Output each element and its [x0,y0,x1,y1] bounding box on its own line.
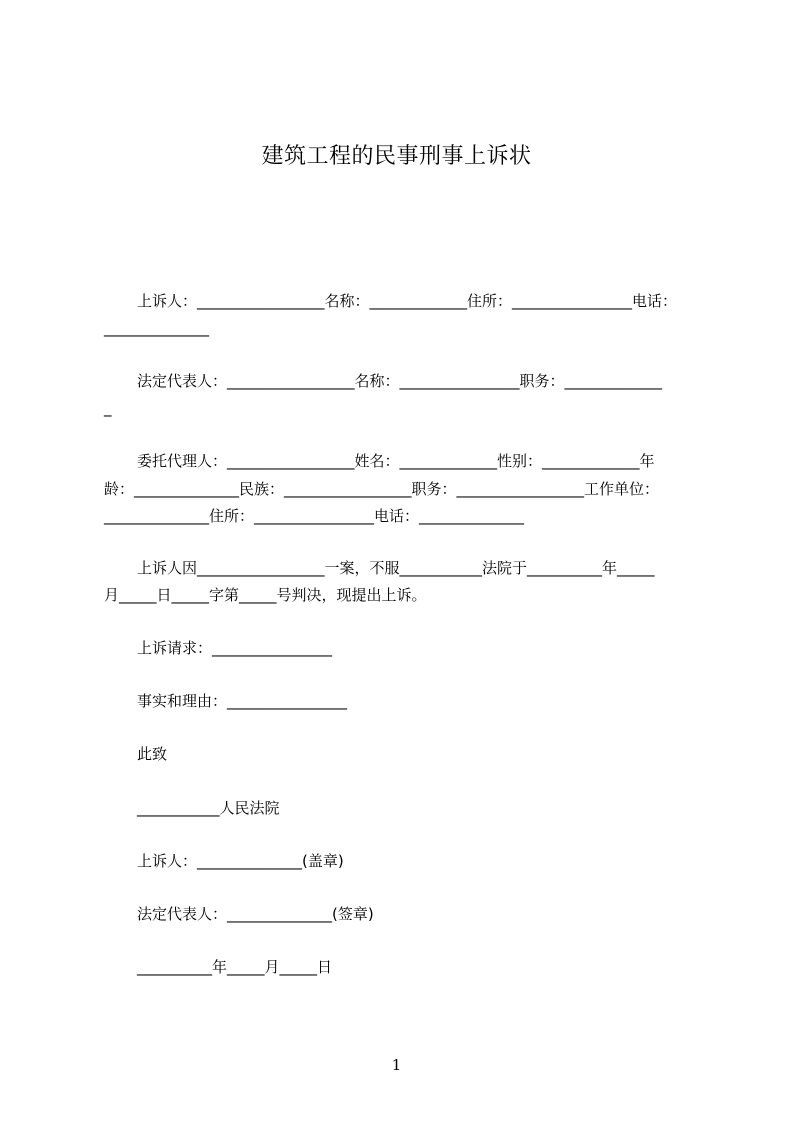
judgment-reference-line: 月_____日_____字第_____号判决，现提出上诉。 [104,586,427,604]
facts-reasons-line: 事实和理由：________________ [137,692,348,710]
appeal-reason-line: 上诉人因_________________一案，不服___________法院于__________年_____ [137,559,655,577]
appeal-request-line: 上诉请求：________________ [137,639,333,657]
legal-representative-line: 法定代表人：_________________名称：________________职务：_____________ [137,372,663,390]
appellant-phone-continuation: ______________ [104,319,209,337]
page-number: 1 [391,1056,402,1074]
agent-address-line: ______________住所：________________电话：______________ [104,507,525,525]
legal-representative-continuation: _ [104,399,112,417]
salutation-line: 此致 [137,745,168,763]
document-title: 建筑工程的民事刑事上诉状 [261,144,532,169]
agent-line: 委托代理人：_________________姓名：_____________性别：_____________年 [137,452,655,470]
agent-age-line: 龄：______________民族：_________________职务：_________________工作单位： [104,480,660,498]
date-line: __________年_____月_____日 [137,958,333,976]
legal-representative-signature-line: 法定代表人：______________(签章) [137,905,374,923]
appellant-seal-line: 上诉人：______________(盖章) [137,852,344,870]
court-line: ___________人民法院 [137,799,280,817]
appellant-line: 上诉人：_________________名称：_____________住所：________________电话： [137,292,678,310]
